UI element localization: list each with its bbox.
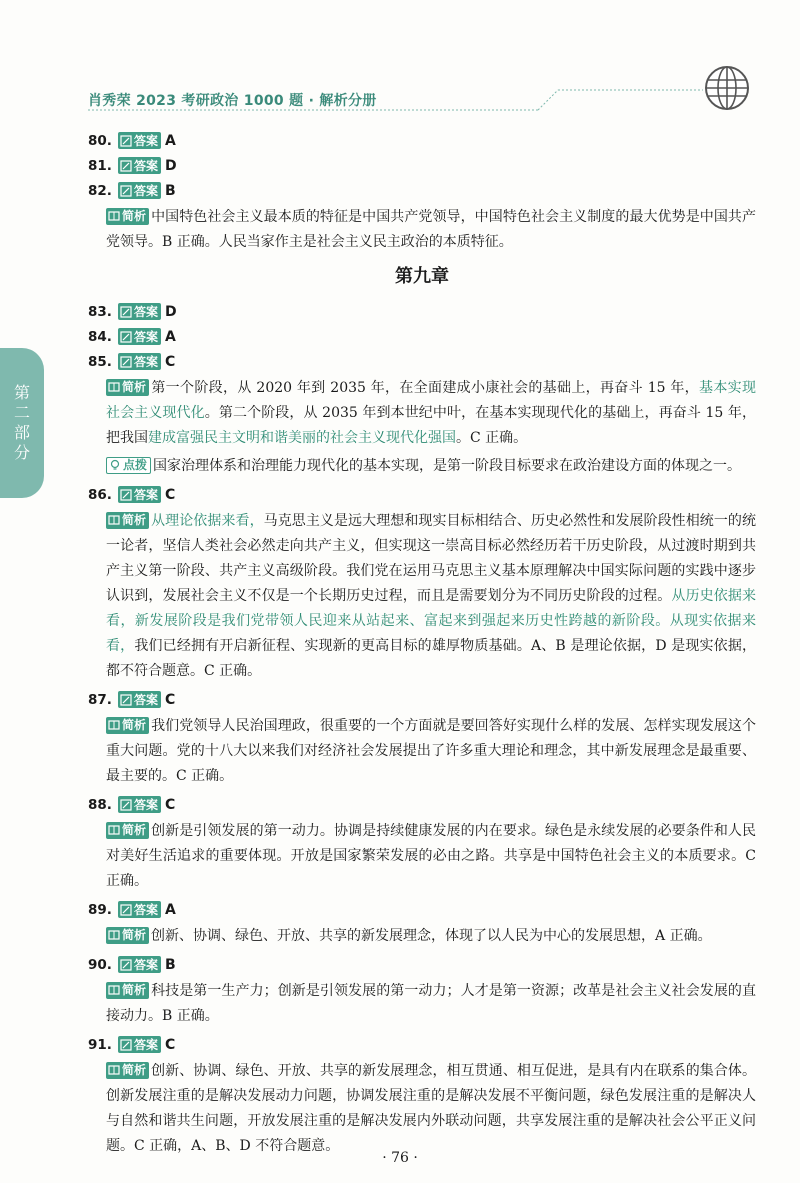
book-icon xyxy=(108,514,120,526)
question-number: 82. xyxy=(88,182,112,199)
part-side-tab xyxy=(0,348,44,498)
answer-tag xyxy=(118,901,161,918)
answer-tag xyxy=(118,1036,161,1053)
analysis-text: 我们党领导人民治国理政，很重要的一个方面就是要回答好实现什么样的发展、怎样实现发展这个重大问题。党的十八大以来我们对经济社会发展提出了许多重大理论和理念，其中新发展理念是最重要、最主要的。C 正确。 xyxy=(106,718,756,784)
answer-line-91 xyxy=(88,1032,756,1057)
answer-value: C xyxy=(165,486,176,503)
answer-value: A xyxy=(165,901,176,918)
answer-label: 答案 xyxy=(134,184,159,198)
analysis-label: 简析 xyxy=(122,512,147,527)
answer-line-83 xyxy=(88,299,756,324)
answer-tag xyxy=(118,328,161,345)
question-number: 91. xyxy=(88,1036,112,1053)
question-number: 84. xyxy=(88,328,112,345)
answer-line-80 xyxy=(88,128,756,153)
analysis-88 xyxy=(88,819,756,894)
analysis-text: 第一个阶段，从 2020 年到 2035 年，在全面建成小康社会的基础上，再奋斗 15 年， xyxy=(151,380,700,396)
highlight-text: 建成富强民主文明和谐美丽的社会主义现代化强国 xyxy=(148,430,456,446)
pencil-icon xyxy=(120,306,132,318)
analysis-text: 。第二个阶段，从 2035 年到本世纪中叶，在基本实现现代化的基础上，再奋斗 15 年，把我国 xyxy=(106,405,757,446)
analysis-label: 简析 xyxy=(122,717,147,732)
answer-label: 答案 xyxy=(134,1038,159,1052)
answer-value: B xyxy=(165,956,176,973)
tip-text: 国家治理体系和治理能力现代化的基本实现，是第一阶段目标要求在政治建设方面的体现之一。 xyxy=(153,458,742,474)
book-icon xyxy=(108,984,120,996)
answer-label: 答案 xyxy=(134,305,159,319)
answer-line-85 xyxy=(88,349,756,374)
book-icon xyxy=(108,210,120,222)
question-number: 87. xyxy=(88,691,112,708)
question-number: 86. xyxy=(88,486,112,503)
answer-value: C xyxy=(165,1036,176,1053)
pencil-icon xyxy=(120,356,132,368)
answer-line-87 xyxy=(88,687,756,712)
analysis-86 xyxy=(88,509,756,684)
answer-line-90 xyxy=(88,952,756,977)
highlight-text: 从理论依据来看， xyxy=(151,513,264,529)
answer-value: C xyxy=(165,691,176,708)
lightbulb-icon xyxy=(109,459,121,471)
answer-label: 答案 xyxy=(134,903,159,917)
pencil-icon xyxy=(120,904,132,916)
question-number: 80. xyxy=(88,132,112,149)
globe-icon xyxy=(703,64,751,112)
highlight-text: 基本实现社会主义现代化 xyxy=(106,380,757,421)
pencil-icon xyxy=(120,489,132,501)
highlight-text: 从历史依据来看，新发展阶段是我们党带领人民迎来从站起来、富起来到强起来历史性跨越的新阶段。从现实依据来看， xyxy=(106,588,757,654)
analysis-text: 创新是引领发展的第一动力。协调是持续健康发展的内在要求。绿色是永续发展的必要条件和人民对美好生活追求的重要体现。开放是国家繁荣发展的必由之路。共享是中国特色社会主义的本质要求。C 正确。 xyxy=(106,823,756,889)
pencil-icon xyxy=(120,959,132,971)
book-icon xyxy=(108,929,120,941)
analysis-text: 创新、协调、绿色、开放、共享的新发展理念，相互贯通、相互促进，是具有内在联系的集合体。创新发展注重的是解决发展动力问题，协调发展注重的是解决发展不平衡问题，绿色发展注重的是解决人与自然和谐共生问题，开放发展注重的是解决发展内外联动问题，共享发展注重的是解决社会公平正义问题。C 正确，A、B、D 不符合题意。 xyxy=(106,1063,756,1154)
answer-tag xyxy=(118,353,161,370)
answer-tag xyxy=(118,691,161,708)
pencil-icon xyxy=(120,1039,132,1051)
analysis-82 xyxy=(88,205,756,255)
analysis-text: 。C 正确。 xyxy=(456,430,528,446)
answer-value: D xyxy=(165,157,177,174)
answer-tag xyxy=(118,796,161,813)
answer-line-88 xyxy=(88,792,756,817)
book-icon xyxy=(108,719,120,731)
analysis-label: 简析 xyxy=(122,379,147,394)
side-tab-char: 部 xyxy=(13,423,30,442)
header-rule xyxy=(88,85,708,125)
pencil-icon xyxy=(120,694,132,706)
answer-line-84 xyxy=(88,324,756,349)
analysis-text: 科技是第一生产力；创新是引领发展的第一动力；人才是第一资源；改革是社会主义社会发展的直接动力。B 正确。 xyxy=(106,983,756,1024)
question-number: 81. xyxy=(88,157,112,174)
analysis-text: 马克思主义是远大理想和现实目标相结合、历史必然性和发展阶段性相统一的统一论者，坚信人类社会必然走向共产主义，但实现这一崇高目标必然经历若干历史阶段，从过渡时期到共产主义第一阶段、共产主义高级阶段。我们党在运用马克思主义基本原理解决中国实际问题的实践中逐步认识到，发展社会主义不仅是一个长期历史过程，而且是需要划分为不同历史阶段的过程。 xyxy=(106,513,756,604)
analysis-text: 我们已经拥有开启新征程、实现新的更高目标的雄厚物质基础。A、B 是理论依据，D 是现实依据，都不符合题意。C 正确。 xyxy=(106,638,757,679)
answer-tag xyxy=(118,132,161,149)
analysis-label: 简析 xyxy=(122,822,147,837)
analysis-85 xyxy=(88,376,756,451)
main-content xyxy=(88,128,756,1162)
analysis-tag xyxy=(106,822,149,839)
answer-line-86 xyxy=(88,482,756,507)
question-number: 88. xyxy=(88,796,112,813)
answer-tag xyxy=(118,182,161,199)
question-number: 90. xyxy=(88,956,112,973)
pencil-icon xyxy=(120,331,132,343)
answer-label: 答案 xyxy=(134,693,159,707)
analysis-text: 中国特色社会主义最本质的特征是中国共产党领导，中国特色社会主义制度的最大优势是中国共产党领导。B 正确。人民当家作主是社会主义民主政治的本质特征。 xyxy=(106,209,756,250)
analysis-tag xyxy=(106,1062,149,1079)
answer-label: 答案 xyxy=(134,798,159,812)
answer-tag xyxy=(118,486,161,503)
analysis-tag xyxy=(106,208,149,225)
answer-label: 答案 xyxy=(134,958,159,972)
analysis-label: 简析 xyxy=(122,208,147,223)
answer-line-82 xyxy=(88,178,756,203)
book-icon xyxy=(108,1064,120,1076)
question-number: 89. xyxy=(88,901,112,918)
analysis-tag xyxy=(106,717,149,734)
side-tab-char: 第 xyxy=(13,383,30,402)
running-header: 肖秀荣 2023 考研政治 1000 题 · 解析分册 xyxy=(88,93,377,109)
analysis-tag xyxy=(106,512,149,529)
answer-tag xyxy=(118,157,161,174)
answer-label: 答案 xyxy=(134,330,159,344)
analysis-text: 创新、协调、绿色、开放、共享的新发展理念，体现了以人民为中心的发展思想，A 正确。 xyxy=(151,928,712,944)
chapter-title: 第九章 xyxy=(395,266,449,287)
side-tab-char: 二 xyxy=(13,403,30,422)
answer-line-81 xyxy=(88,153,756,178)
answer-line-89 xyxy=(88,897,756,922)
question-number: 83. xyxy=(88,303,112,320)
analysis-label: 简析 xyxy=(122,982,147,997)
answer-value: C xyxy=(165,353,176,370)
answer-value: A xyxy=(165,328,176,345)
pencil-icon xyxy=(120,135,132,147)
analysis-label: 简析 xyxy=(122,1062,147,1077)
tip-tag xyxy=(106,457,151,474)
answer-tag xyxy=(118,303,161,320)
answer-value: B xyxy=(165,182,176,199)
analysis-tag xyxy=(106,927,149,944)
pencil-icon xyxy=(120,160,132,172)
analysis-91 xyxy=(88,1059,756,1159)
answer-label: 答案 xyxy=(134,488,159,502)
tip-label: 点拨 xyxy=(123,457,148,472)
analysis-87 xyxy=(88,714,756,789)
analysis-89 xyxy=(88,924,756,949)
answer-label: 答案 xyxy=(134,355,159,369)
side-tab-char: 分 xyxy=(13,443,30,462)
answer-value: D xyxy=(165,303,177,320)
answer-value: A xyxy=(165,132,176,149)
analysis-label: 简析 xyxy=(122,927,147,942)
analysis-90 xyxy=(88,979,756,1029)
answer-label: 答案 xyxy=(134,159,159,173)
analysis-tag xyxy=(106,982,149,999)
page-number: · 76 · xyxy=(382,1150,418,1166)
book-icon xyxy=(108,824,120,836)
pencil-icon xyxy=(120,799,132,811)
answer-label: 答案 xyxy=(134,134,159,148)
book-icon xyxy=(108,381,120,393)
tip-85 xyxy=(88,454,756,479)
answer-tag xyxy=(118,956,161,973)
analysis-tag xyxy=(106,379,149,396)
question-number: 85. xyxy=(88,353,112,370)
pencil-icon xyxy=(120,185,132,197)
answer-value: C xyxy=(165,796,176,813)
